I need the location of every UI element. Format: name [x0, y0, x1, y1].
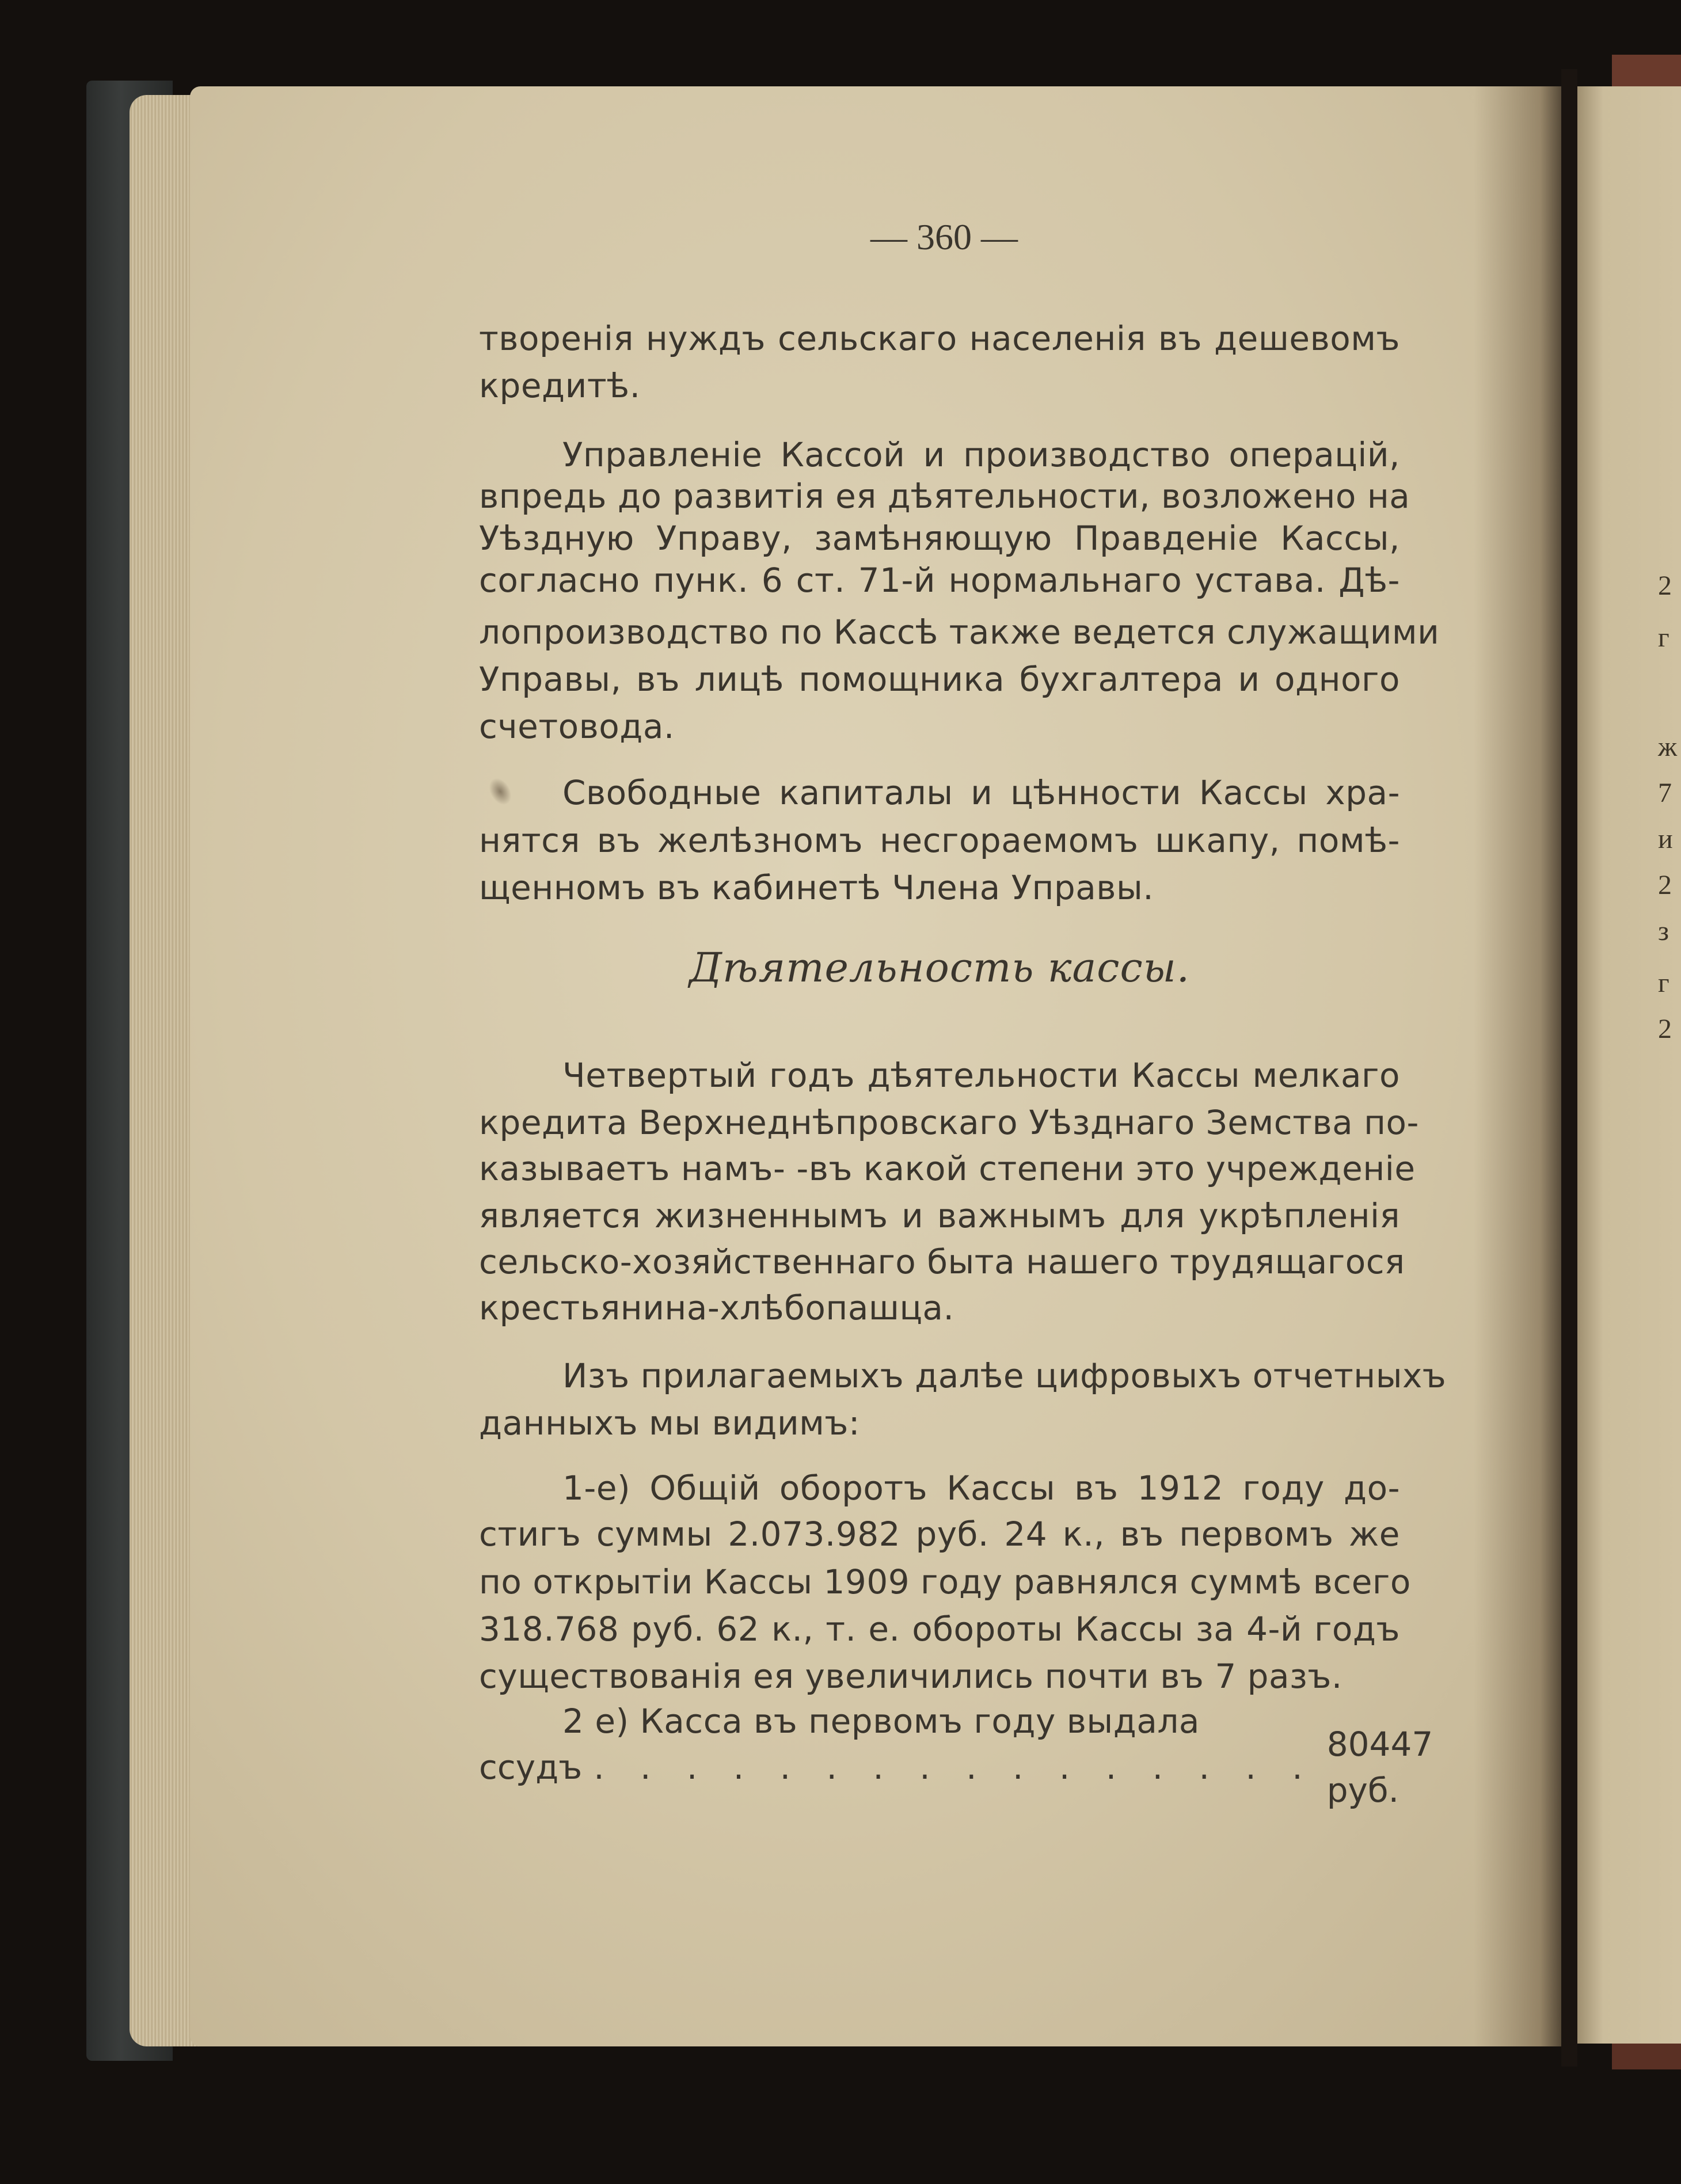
adjacent-page-glyph: 2	[1658, 870, 1672, 900]
book-binding	[1561, 69, 1577, 2067]
page-number: — 360 —	[870, 216, 1018, 257]
ledger-amount: 80447 руб.	[1326, 1725, 1433, 1810]
adjacent-page-glyph: ж	[1658, 732, 1678, 762]
text-line: стигъ суммы 2.073.982 руб. 24 к., въ первомъ же	[479, 1515, 1400, 1554]
text-line: Управы, въ лицѣ помощника бухгалтера и одного	[479, 660, 1400, 699]
text-line: 2 е) Касса въ первомъ году выдала	[562, 1702, 1200, 1741]
adjacent-page-glyph: г	[1658, 622, 1669, 653]
text-line: по открытіи Кассы 1909 году равнялся суммѣ всего	[479, 1562, 1411, 1601]
text-line: кредита Верхнеднѣпровскаго Уѣзднаго Земства по-	[479, 1103, 1419, 1142]
text-line: Уѣздную Управу, замѣняющую Правденіе Кассы,	[479, 519, 1400, 558]
adjacent-page-glyph: и	[1658, 824, 1673, 854]
text-line: существованія ея увеличились почти въ 7 разъ.	[479, 1657, 1342, 1696]
text-line: Управленіе Кассой и производство операцій,	[562, 435, 1400, 474]
text-line: данныхъ мы видимъ:	[479, 1403, 860, 1443]
adjacent-page-glyph: 2	[1658, 570, 1672, 601]
text-line: крестьянина-хлѣбопашца.	[479, 1288, 954, 1327]
text-line: нятся въ желѣзномъ несгораемомъ шкапу, помѣ-	[479, 821, 1400, 860]
text-line: казываетъ намъ- -въ какой степени это учрежденіе	[479, 1149, 1416, 1188]
text-line: согласно пунк. 6 ст. 71-й нормальнаго устава. Дѣ-	[479, 561, 1400, 600]
adjacent-page-glyph: з	[1658, 916, 1669, 946]
adjacent-page-glyph: 7	[1658, 778, 1672, 808]
text-line: сельско-хозяйственнаго быта нашего трудящагося	[479, 1242, 1405, 1281]
text-line: щенномъ въ кабинетѣ Члена Управы.	[479, 868, 1154, 907]
text-line: Четвертый годъ дѣятельности Кассы мелкаго	[562, 1056, 1400, 1095]
text-line: лопроизводство по Кассѣ также ведется служащими	[479, 612, 1440, 652]
text-line: является жизненнымъ и важнымъ для укрѣпленія	[479, 1196, 1400, 1235]
ledger-dots: . . . . . . . . . . . . . . . .	[594, 1748, 1315, 1787]
text-line: 1-е) Общій оборотъ Кассы въ 1912 году до-	[562, 1468, 1400, 1508]
text-line: Свободные капиталы и цѣнности Кассы хра-	[562, 773, 1400, 812]
text-line: Изъ прилагаемыхъ далѣе цифровыхъ отчетныхъ	[562, 1356, 1447, 1395]
page-gutter-shadow	[1474, 86, 1569, 2046]
section-heading: Дѣятельность кассы.	[689, 944, 1190, 991]
text-line: впредь до развитія ея дѣятельности, возложено на	[479, 477, 1410, 516]
text-line: кредитѣ.	[479, 366, 641, 405]
ledger-label: ссудъ	[479, 1748, 583, 1787]
adjacent-page-glyph: г	[1658, 968, 1669, 998]
ledger-line	[479, 1725, 1433, 1810]
text-line: счетовода.	[479, 707, 675, 746]
adjacent-page-glyph: 2	[1658, 1014, 1672, 1044]
text-line: творенія нуждъ сельскаго населенія въ дешевомъ	[479, 319, 1400, 358]
adjacent-page	[1577, 86, 1681, 2044]
text-line: 318.768 руб. 62 к., т. е. обороты Кассы за 4-й годъ	[479, 1610, 1400, 1649]
